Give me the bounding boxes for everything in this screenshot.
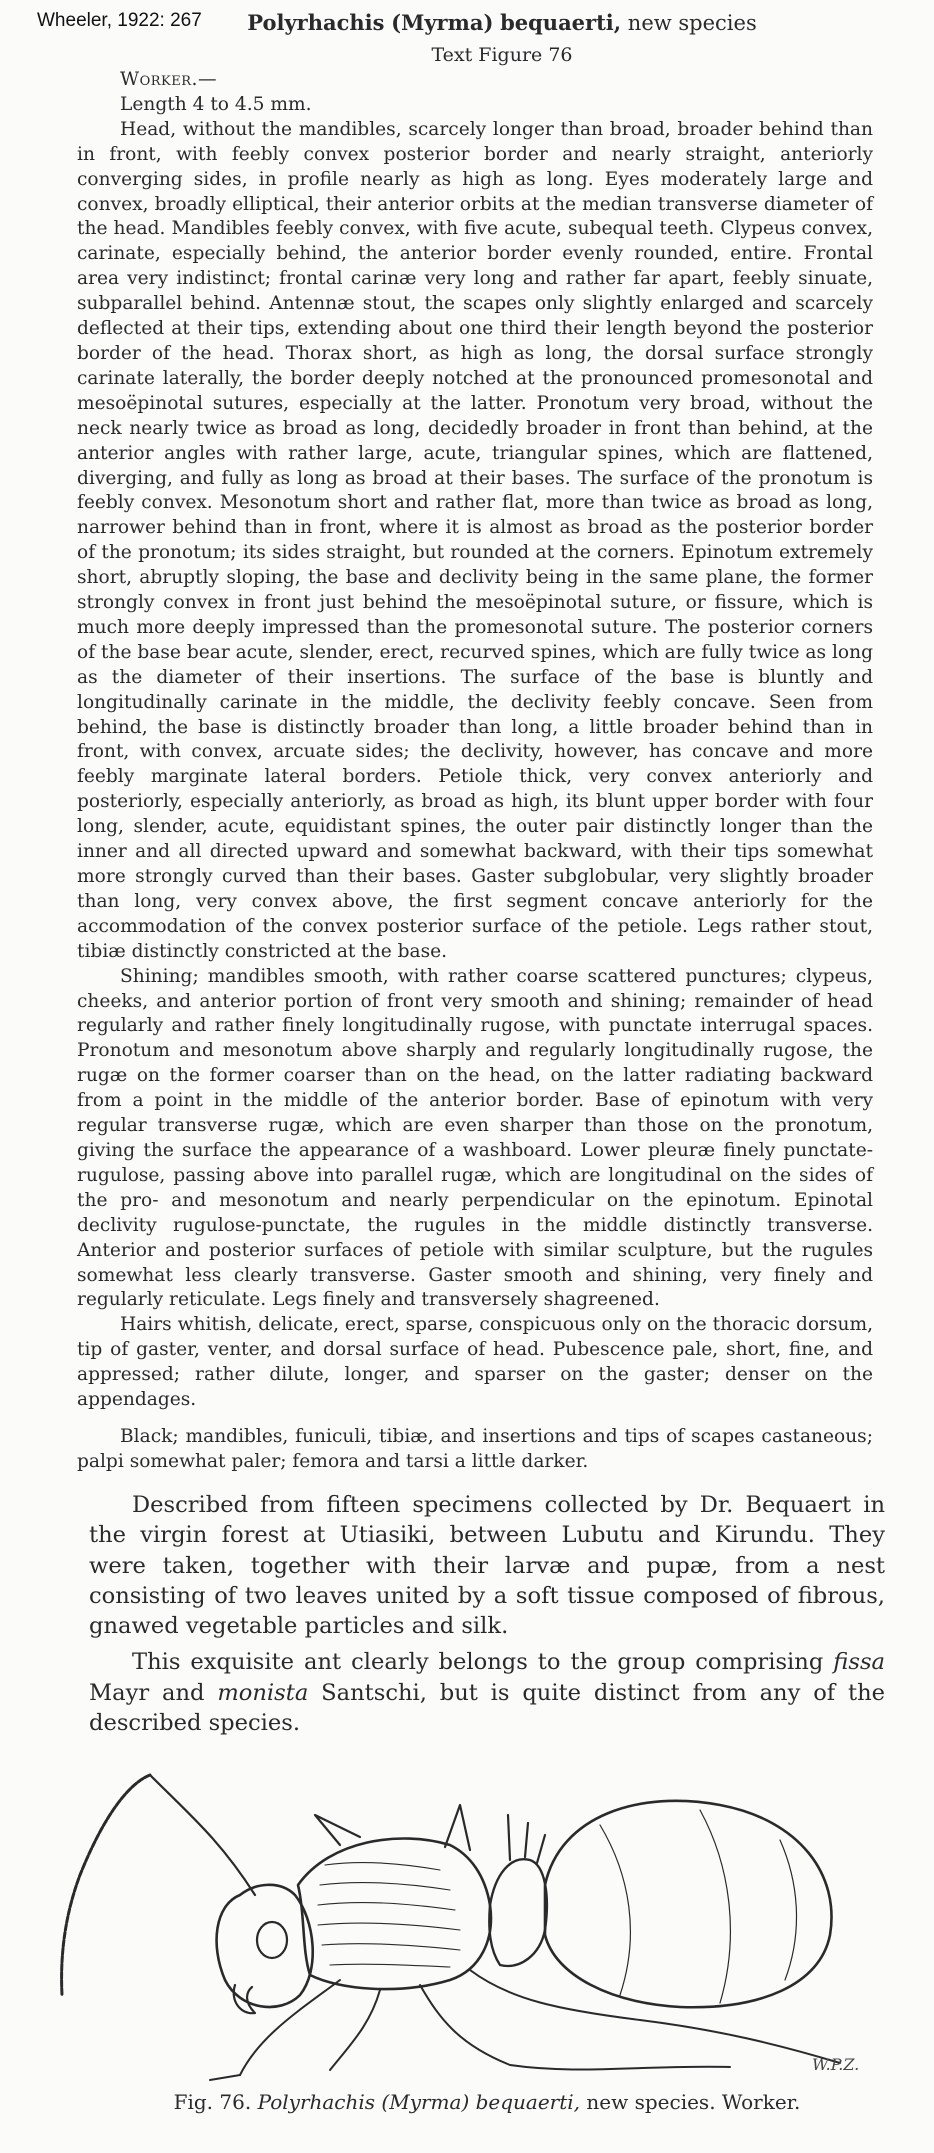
caption-label: Fig. 76.	[173, 2090, 252, 2114]
length-line: Length 4 to 4.5 mm.	[120, 93, 312, 115]
ant-illustration	[40, 1745, 900, 2085]
pronotal-spine	[315, 1815, 360, 1845]
ant-thorax	[298, 1838, 491, 1989]
affinities-text-2: Mayr and	[89, 1679, 205, 1706]
ant-petiole	[489, 1859, 547, 1966]
paragraph-pilosity: Hairs whitish, delicate, erect, sparse, conspicuous only on the thoracic dorsum, tip of gaster, venter, and dorsal surface of head. Pubescence pale, short, fine, and appressed; rather dilute, longer, and sparser on the gaster; denser on the appendages.	[77, 1314, 873, 1411]
paragraph-sculpture: Shining; mandibles smooth, with rather coarse scattered punctures; clypeus, cheeks, and anterior portion of front very smooth and shining; remainder of head regularly and rather finely longitudinally rugose, with punctate interrugal spaces. Pronotum and mesonotum above sharply and regularly longitudinally rugose, the rugæ on the former coarser than on the head, on the latter radiating backward from a point in the middle of the anterior border. Base of epinotum with very regular transverse rugæ, which are even sharper than those on the pronotum, giving the surface the appearance of a washboard. Lower pleuræ finely punctate-rugulose, passing above into parallel rugæ, which are longitudinal on the sides of the pro- and mesonotum and nearly perpendicular on the epinotum. Epinotal declivity rugulose-punctate, the rugules in the middle distinctly transverse. Anterior and posterior surfaces of petiole with similar sculpture, but the rugules somewhat less clearly transverse. Gaster smooth and shining, very finely and regularly reticulate. Legs finely and transversely shagreened.	[77, 965, 873, 1311]
remarks	[89, 1490, 885, 1738]
antenna-scape	[150, 1775, 255, 1895]
species-name-monista: monista	[217, 1679, 309, 1706]
ant-head	[217, 1885, 313, 2007]
paragraph-material: Described from fifteen specimens collected by Dr. Bequaert in the virgin forest at Utiasiki, between Lubutu and Kirundu. They were taken, together with their larvæ and pupæ, from a nest consisting of two leaves united by a soft tissue composed of fibrous, gnawed vegetable particles and silk.	[89, 1492, 885, 1640]
text-figure-label: Text Figure 76	[431, 44, 573, 66]
gaster-segments	[600, 1810, 796, 2003]
title-genus: Polyrhachis	[247, 10, 385, 35]
species-name-fissa: fissa	[833, 1649, 886, 1676]
affinities-text-1: This exquisite ant clearly belongs to the group comprising	[132, 1649, 824, 1676]
header-note: Wheeler, 1922: 267	[37, 10, 202, 31]
figure-caption	[0, 2090, 934, 2114]
affinities-text-3: Santschi, but is quite distinct from any of the described species.	[89, 1679, 886, 1737]
description-body	[77, 68, 873, 1475]
paragraph-structure: Head, without the mandibles, scarcely longer than broad, broader behind than in front, with feebly convex posterior border and nearly straight, anteriorly converging sides, in profile nearly as high as long. Eyes moderately large and convex, broadly elliptical, their anterior orbits at the median transverse diameter of the head. Mandibles feebly convex, with five acute, subequal teeth. Clypeus convex, carinate, especially behind, the anterior border evenly rounded, entire. Frontal area very indistinct; frontal carinæ very long and rather far apart, feebly sinuate, subparallel behind. Antennæ stout, the scapes only slightly enlarged and scarcely deflected at their tips, extending about one third their length beyond the posterior border of the head. Thorax short, as high as long, the dorsal surface strongly carinate laterally, the border deeply notched at the pronounced promesonotal and mesoëpinotal sutures, especially at the latter. Pronotum very broad, without the neck nearly twice as broad as long, decidedly broader in front than behind, at the anterior angles with rather large, acute, triangular spines, which are flattened, diverging, and fully as long as broad at their bases. The surface of the pronotum is feebly convex. Mesonotum short and rather flat, more than twice as broad as long, narrower behind than in front, where it is almost as broad as the posterior border of the pronotum; its sides straight, but rounded at the corners. Epinotum extremely short, abruptly sloping, the base and declivity being in the same plane, the former strongly convex in front just behind the mesoëpinotal suture, or fissure, which is much more deeply impressed than the promesonotal suture. The posterior corners of the base bear acute, slender, erect, recurved spines, which are fully twice as long as the diameter of their insertions. The surface of the base is bluntly and longitudinally carinate in the middle, the declivity feebly concave. Seen from behind, the base is distinctly broader than long, a little broader behind than in front, with convex, arcuate sides; the declivity, however, has concave and more feebly marginate lateral borders. Petiole thick, very convex anteriorly and posteriorly, especially anteriorly, as broad as high, its blunt upper border with four long, slender, acute, equidistant spines, the outer pair distinctly longer than the inner and all directed upward and somewhat backward, with their tips somewhat more strongly curved than their bases. Gaster subglobular, very slightly broader than long, very convex above, the first segment concave anteriorly for the accommodation of the convex posterior surface of the petiole. Legs rather stout, tibiæ distinctly constricted at the base.	[77, 118, 873, 962]
caption-taxon: Polyrhachis (Myrma) bequaerti,	[257, 2090, 581, 2114]
petiole-spines	[508, 1815, 545, 1863]
illustrator-initials: W.P.Z.	[812, 2055, 860, 2074]
title-species: bequaerti,	[500, 10, 622, 35]
epinotal-spine	[445, 1805, 470, 1850]
caste-heading: Worker.—	[120, 69, 218, 90]
caption-rest: new species. Worker.	[586, 2090, 801, 2114]
title-subgenus: (Myrma)	[391, 10, 494, 35]
page-title	[0, 10, 934, 35]
thorax-sculpture	[318, 1863, 460, 1967]
ant-eye	[257, 1922, 287, 1958]
title-suffix: new species	[627, 11, 757, 35]
antenna-funiculus	[62, 1775, 150, 1995]
paragraph-color: Black; mandibles, funiculi, tibiæ, and insertions and tips of scapes castaneous; palpi somewhat paler; femora and tarsi a little darker.	[77, 1425, 873, 1472]
ant-gaster	[545, 1801, 832, 2007]
paragraph-affinities	[89, 1647, 885, 1738]
